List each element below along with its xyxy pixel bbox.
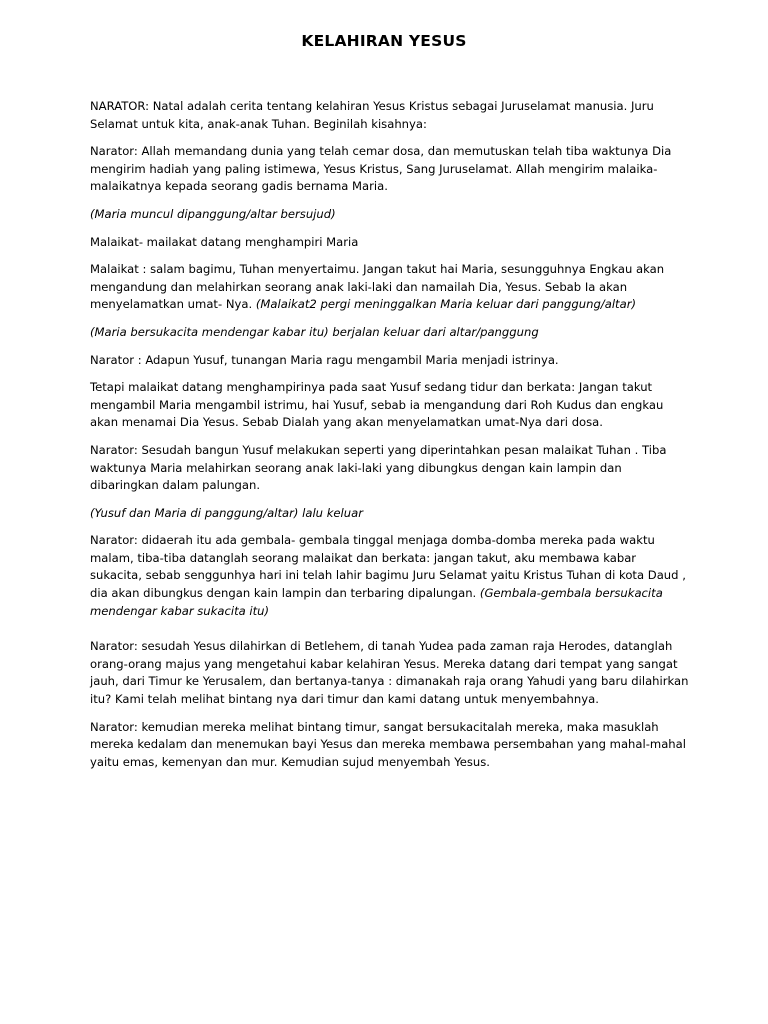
paragraph [90,379,690,432]
document-title: KELAHIRAN YESUS [301,32,467,50]
paragraph [90,352,690,370]
paragraph-text: Narator: Sesudah bangun Yusuf melakukan seperti yang diperintahkan pesan malaikat Tuhan . Tiba waktunya Maria melahirkan seorang anak laki-laki yang dibungkus dengan kain lampin dan dibaringkan dalam palungan. [90,442,667,493]
stage-direction [90,505,690,523]
paragraph [90,442,690,495]
stage-direction-text: (Malaikat2 pergi meninggalkan Maria keluar dari panggung/altar) [255,297,636,312]
paragraph-text: Malaikat : salam bagimu, Tuhan menyertaimu. Jangan takut hai Maria, sesungguhnya Engkau akan mengandung dan melahirkan seorang anak laki-laki dan namailah Dia, Yesus. Sebab Ia akan menyelamatkan umat- Nya. [90,262,665,312]
document-body [90,98,690,781]
stage-direction-text: (Maria bersukacita mendengar kabar itu) berjalan keluar dari altar/panggung [90,324,539,339]
stage-direction-text: (Yusuf dan Maria di panggung/altar) lalu keluar [90,505,364,520]
paragraph-text: Narator: didaerah itu ada gembala- gembala tinggal menjaga domba-domba mereka pada waktu malam, tiba-tiba datanglah seorang malaikat dan berkata: jangan takut, aku membawa kabar sukacita, sebab senggunhya hari ini telah lahir bagimu Juru Selamat yaitu Kristus Tuhan di kota Daud , dia akan dibungkus dengan kain lampin dan terbaring dipalungan. [90,533,686,601]
paragraph-text: Narator : Adapun Yusuf, tunangan Maria ragu mengambil Maria menjadi istrinya. [90,352,559,367]
paragraph-text: Narator: sesudah Yesus dilahirkan di Betlehem, di tanah Yudea pada zaman raja Herodes, datanglah orang-orang majus yang mengetahui kabar kelahiran Yesus. Mereka datang dari tempat yang sangat jauh, dari Timur ke Yerusalem, dan bertanya-tanya : dimanakah raja orang Yahudi yang baru dilahirkan itu? Kami telah melihat bintang nya dari timur dan kami datang untuk menyembahnya. [90,639,689,707]
stage-direction-text: (Maria muncul dipanggung/altar bersujud) [90,206,336,221]
paragraph [90,638,690,708]
stage-direction [90,206,690,224]
paragraph [90,234,690,252]
paragraph [90,98,690,133]
stage-direction [90,324,690,342]
paragraph [90,143,690,196]
paragraph-text: Malaikat- mailakat datang menghampiri Maria [90,234,359,249]
stage-direction-text: (Gembala-gembala bersukacita mendengar kabar sukacita itu) [90,586,663,618]
paragraph [90,719,690,772]
paragraph [90,261,690,314]
paragraph [90,532,690,620]
paragraph-text: Tetapi malaikat datang menghampirinya pada saat Yusuf sedang tidur dan berkata: Jangan takut mengambil Maria mengambil istrimu, hai Yusuf, sebab ia mengandung dari Roh Kudus dan engkau akan menamai Dia Yesus. Sebab Dialah yang akan menyelamatkan umat-Nya dari dosa. [90,380,664,430]
paragraph-text: NARATOR: Natal adalah cerita tentang kelahiran Yesus Kristus sebagai Juruselamat manusia. Juru Selamat untuk kita, anak-anak Tuhan. Beginilah kisahnya: [90,99,654,131]
paragraph-text: Narator: kemudian mereka melihat bintang timur, sangat bersukacitalah mereka, maka masuklah mereka kedalam dan menemukan bayi Yesus dan mereka membawa persembahan yang mahal-mahal yaitu emas, kemenyan dan mur. Kemudian sujud menyembah Yesus. [90,719,686,769]
paragraph-text: Narator: Allah memandang dunia yang telah cemar dosa, dan memutuskan telah tiba waktunya Dia mengirim hadiah yang paling istimewa, Yesus Kristus, Sang Juruselamat. Allah mengirim malaika-malaikatnya kepada seorang gadis bernama Maria. [90,144,672,194]
